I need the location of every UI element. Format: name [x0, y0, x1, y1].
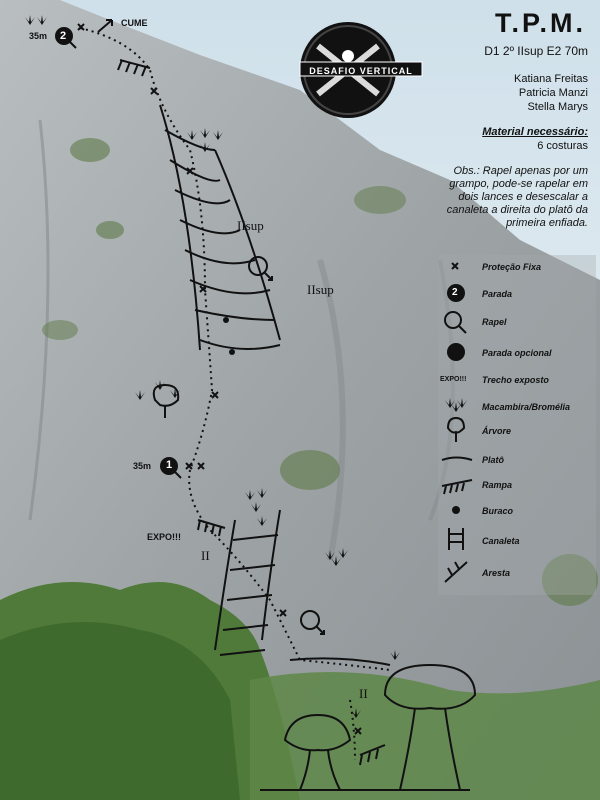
optional-belay-icon: [447, 343, 465, 361]
hole-icon: [453, 507, 459, 513]
legend-label: Canaleta: [482, 536, 520, 546]
legend-expo-symbol: EXPO!!!: [440, 376, 467, 383]
grade-label: II: [201, 548, 210, 563]
grade-label: IIsup: [237, 218, 264, 233]
belay2-number: 2: [60, 30, 67, 42]
legend-belay-symbol: 2: [452, 287, 458, 298]
grade-label: II: [359, 686, 368, 701]
legend-label: Rampa: [482, 480, 513, 490]
legend-label: Parada: [482, 289, 513, 299]
belay1-number: 1: [166, 459, 173, 471]
legend-label: Platô: [482, 455, 505, 465]
climber: Patricia Manzi: [518, 87, 588, 99]
logo-text: DESAFIO VERTICAL: [309, 66, 413, 76]
material-heading: Material necessário:: [482, 126, 588, 138]
legend-label: Parada opcional: [482, 348, 552, 358]
route-grade: D1 2º IIsup E2 70m: [484, 44, 588, 58]
grade-label: IIsup: [307, 282, 334, 297]
route-name: T.P.M.: [494, 8, 586, 38]
legend-label: Macambira/Bromélia: [482, 402, 571, 412]
legend-label: Trecho exposto: [482, 375, 549, 385]
material-value: 6 costuras: [537, 140, 588, 152]
legend-label: Proteção Fixa: [482, 262, 542, 272]
legend-label: Buraco: [482, 506, 514, 516]
legend-label: Árvore: [482, 426, 512, 436]
climber: Katiana Freitas: [514, 73, 588, 85]
legend-label: Aresta: [482, 568, 511, 578]
cume-label: CUME: [121, 18, 148, 28]
obs-note: Obs.: Rapel apenas por um grampo, pode-se rapelar em dois lances e desescalar a canaleta a direita do platô da primeira enfiada.: [446, 165, 588, 229]
climber: Stella Marys: [527, 101, 588, 113]
belay2-length: 35m: [29, 31, 48, 41]
legend-label: Rapel: [482, 317, 507, 327]
expo-label: EXPO!!!: [147, 532, 182, 542]
climbers-list: [514, 72, 588, 114]
belay1-length: 35m: [133, 461, 152, 471]
